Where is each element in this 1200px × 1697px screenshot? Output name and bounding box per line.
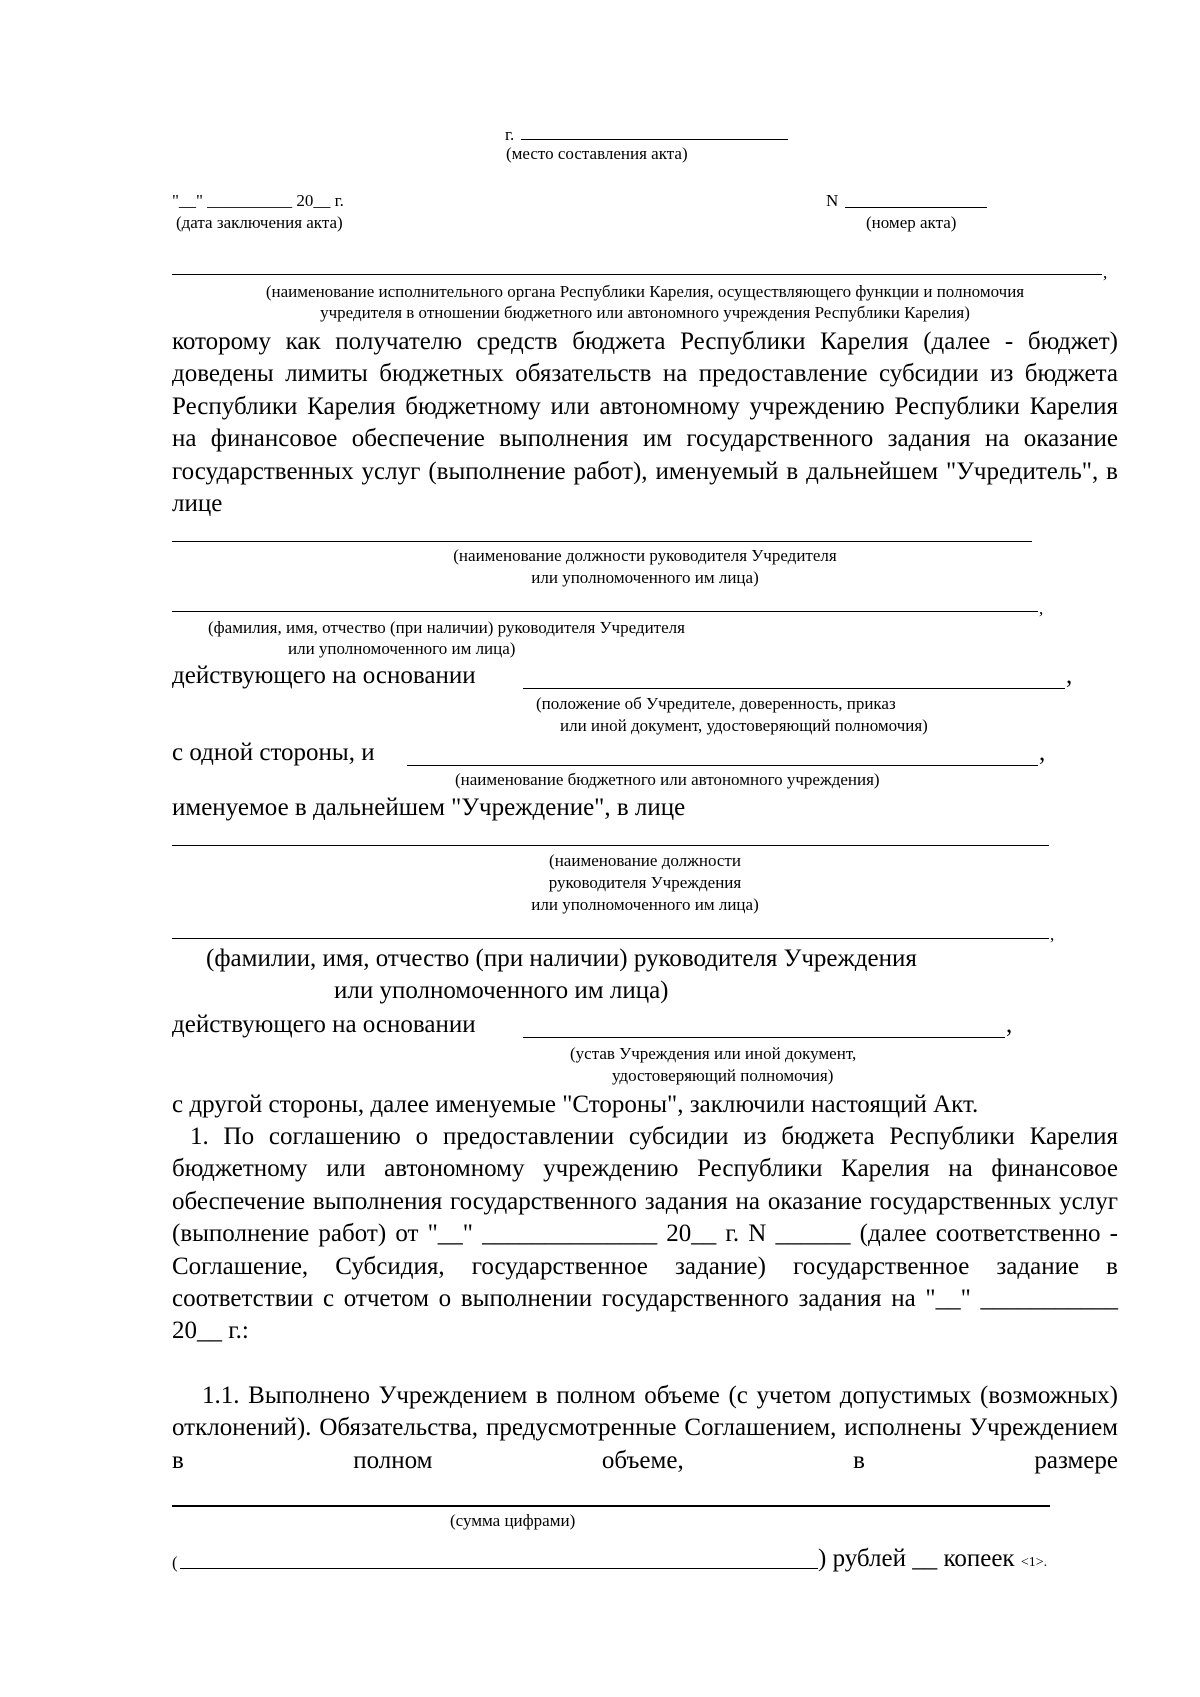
founder-basis-caption-2: или иной документ, удостоверяющий полномочия) [560,716,928,735]
comma: , [1050,925,1055,944]
city-line [521,139,788,140]
other-side-sentence: с другой стороны, далее именуемые "Стороны", заключили настоящий Акт. [172,1091,979,1118]
clause-1: 1. По соглашению о предоставлении субсидии из бюджета Республики Карелия бюджетному или автономному учреждению Республики Карелия на финансовое обеспечение выполнения государственного задания на оказание государственных услуг (выполнение работ) от "__" ______________ 20__ г. N ______ (далее соответственно - Соглашение, Субсидия, государственное задание) государственное задание в соответствии с отчетом о выполнении государственного задания на "__" ___________ 20__ г.: [172,1123,1118,1345]
number-caption: (номер акта) [866,213,957,232]
sum-words-tail [818,1543,1047,1579]
founder-position-line [172,541,1032,542]
rubles-kopecks-label: ) рублей __ копеек [818,1545,1015,1572]
founder-org-caption-2: учредителя в отношении бюджетного или автономного учреждения Республики Карелия) [320,303,970,322]
institution-basis-caption-1: (устав Учреждения или иной документ, [570,1044,857,1063]
founder-paragraph: которому как получателю средств бюджета Республики Карелия (далее - бюджет) доведены лимиты бюджетных обязательств на предоставление субсидии из бюджета Республики Карелия бюджетному или автономному учреждению Республики Карелия на финансовое обеспечение выполнения им государственного задания на оказание государственных услуг (выполнение работ), именуемый в дальнейшем "Учредитель", в лице [172,328,1118,518]
institution-name-line [407,765,1038,766]
founder-fio-caption-2: или уполномоченного им лица) [288,639,516,658]
institution-basis-caption-2: удостоверяющий полномочия) [612,1066,834,1085]
institution-position-line [172,845,1049,846]
footnote-ref[interactable]: <1>. [1020,1555,1048,1570]
comma: , [1006,1011,1013,1038]
founder-position-caption-2: или уполномоченного им лица) [531,568,759,587]
institution-position-caption-1: (наименование должности [549,851,741,870]
institution-position-caption-3: или уполномоченного им лица) [531,895,759,914]
institution-basis-label: действующего на основании [172,1011,476,1038]
sum-words-line [180,1568,818,1569]
institution-position-caption-2: руководителя Учреждения [548,873,742,892]
founder-basis-caption-1: (положение об Учредителе, доверенность, приказ [536,694,896,713]
founder-position-caption-1: (наименование должности руководителя Учредителя [453,546,837,565]
date-caption: (дата заключения акта) [176,213,343,232]
founder-org-line [172,274,1102,275]
clause-1-1: 1.1. Выполнено Учреждением в полном объеме (с учетом допустимых (возможных) отклонений). Обязательства, предусмотренные Соглашением, исполнены Учреждением в полном объеме, в размере [172,1382,1118,1474]
founder-org-caption-1: (наименование исполнительного органа Республики Карелия, осуществляющего функции и полномочия [265,282,1025,301]
founder-fio-line [172,611,1038,612]
institution-name-caption: (наименование бюджетного или автономного учреждения) [455,770,880,789]
institution-named-as: именуемое в дальнейшем "Учреждение", в лице [172,794,686,821]
institution-fio-caption-1: (фамилии, имя, отчество (при наличии) руководителя Учреждения [206,945,917,972]
one-side-label: с одной стороны, и [172,739,375,766]
comma: , [1039,739,1046,766]
sum-digits-caption: (сумма цифрами) [450,1511,576,1530]
institution-basis-line [523,1037,1005,1038]
comma: , [1039,599,1044,618]
founder-basis-line [523,688,1065,689]
sum-digits-line [172,1505,1050,1507]
institution-fio-line [172,938,1049,939]
founder-basis-label: действующего на основании [172,662,476,689]
date-field: "__" __________ 20__ г. [172,191,344,210]
number-prefix: N [826,191,839,210]
open-paren: ( [172,1553,178,1572]
number-line [845,207,987,208]
comma: , [1066,662,1073,689]
founder-fio-caption-1: (фамилия, имя, отчество (при наличии) руководителя Учредителя [208,618,685,637]
place-caption: (место составления акта) [506,144,688,163]
institution-fio-caption-2: или уполномоченного им лица) [334,977,669,1004]
comma: , [1103,263,1108,282]
city-prefix: г. [505,125,515,144]
